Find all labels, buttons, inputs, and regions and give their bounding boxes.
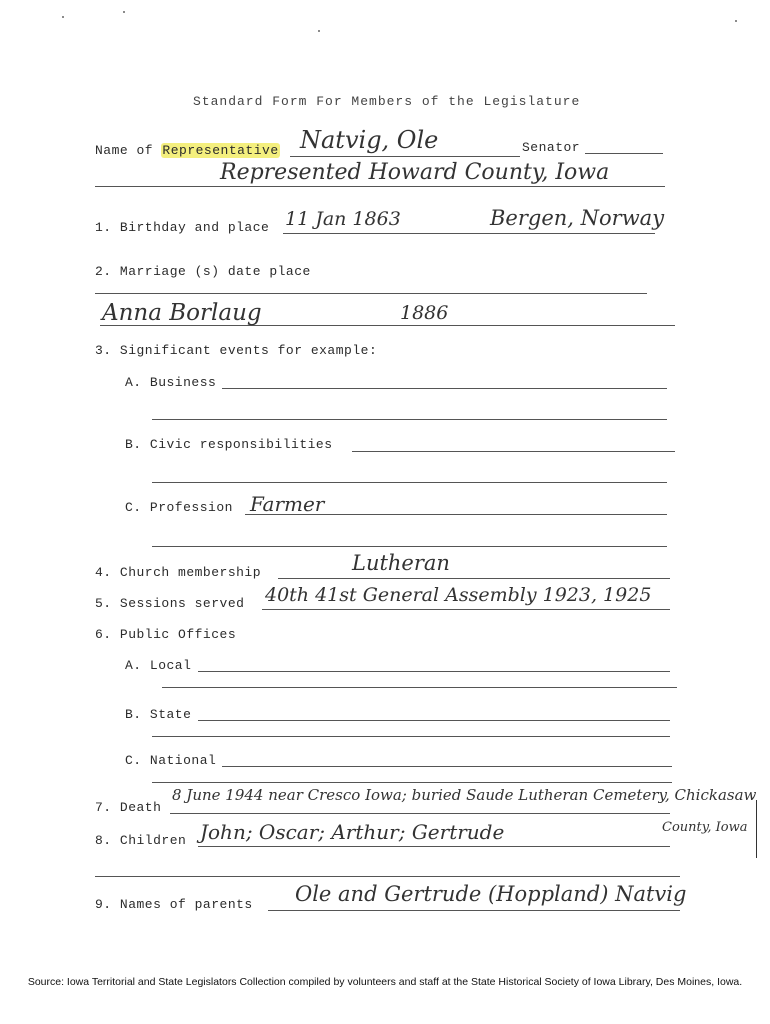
parents-label: 9. Names of parents bbox=[95, 897, 253, 912]
handwritten-death-continued: County, Iowa bbox=[662, 820, 748, 835]
business-line-1 bbox=[222, 388, 667, 389]
source-citation: Source: Iowa Territorial and State Legislators Collection compiled by volunteers and staff at the State Historical Society of Iowa Library, Des Moines, Iowa. bbox=[27, 976, 743, 988]
local-line-2 bbox=[162, 687, 677, 688]
parents-line bbox=[268, 910, 680, 911]
handwritten-profession: Farmer bbox=[250, 492, 325, 516]
handwritten-children: John; Oscar; Arthur; Gertrude bbox=[200, 820, 505, 844]
marriage-label: 2. Marriage (s) date place bbox=[95, 264, 311, 279]
birthday-label: 1. Birthday and place bbox=[95, 220, 270, 235]
national-line-2 bbox=[152, 782, 672, 783]
represented-line bbox=[95, 186, 665, 187]
handwritten-name: Natvig, Ole bbox=[300, 126, 439, 154]
state-label: B. State bbox=[125, 707, 192, 722]
national-label: C. National bbox=[125, 753, 217, 768]
handwritten-church: Lutheran bbox=[352, 551, 450, 575]
name-line bbox=[290, 156, 520, 157]
business-line-2 bbox=[152, 419, 667, 420]
civic-line-2 bbox=[152, 482, 667, 483]
children-line-1 bbox=[198, 846, 670, 847]
scan-speck bbox=[735, 20, 737, 22]
sessions-line bbox=[262, 609, 670, 610]
margin-bracket bbox=[756, 800, 757, 858]
handwritten-spouse: Anna Borlaug bbox=[102, 300, 262, 326]
church-label: 4. Church membership bbox=[95, 565, 262, 580]
scan-speck bbox=[62, 16, 64, 18]
scan-speck bbox=[318, 30, 320, 32]
state-line-1 bbox=[198, 720, 670, 721]
handwritten-death: 8 June 1944 near Cresco Iowa; buried Saude Lutheran Cemetery, Chickasaw bbox=[172, 786, 757, 804]
name-label-prefix: Name of bbox=[95, 143, 154, 158]
handwritten-birth-place: Bergen, Norway bbox=[490, 206, 665, 230]
profession-label: C. Profession bbox=[125, 500, 233, 515]
events-label: 3. Significant events for example: bbox=[95, 343, 378, 358]
handwritten-marriage-year: 1886 bbox=[400, 302, 449, 324]
local-label: A. Local bbox=[125, 658, 192, 673]
children-line-2 bbox=[95, 876, 680, 877]
senator-label: Senator bbox=[522, 140, 581, 155]
form-title: Standard Form For Members of the Legislature bbox=[193, 94, 581, 109]
business-label: A. Business bbox=[125, 375, 217, 390]
representative-highlight: Representative bbox=[162, 143, 279, 158]
death-line bbox=[170, 813, 670, 814]
senator-line bbox=[585, 153, 663, 154]
state-line-2 bbox=[152, 736, 670, 737]
public-offices-label: 6. Public Offices bbox=[95, 627, 237, 642]
birthday-line bbox=[283, 233, 655, 234]
church-line bbox=[278, 578, 670, 579]
handwritten-birth-date: 11 Jan 1863 bbox=[285, 208, 401, 230]
name-label bbox=[95, 143, 280, 158]
handwritten-represented: Represented Howard County, Iowa bbox=[220, 160, 610, 185]
children-label: 8. Children bbox=[95, 833, 187, 848]
sessions-label: 5. Sessions served bbox=[95, 596, 245, 611]
civic-line-1 bbox=[352, 451, 675, 452]
national-line-1 bbox=[222, 766, 672, 767]
handwritten-sessions: 40th 41st General Assembly 1923, 1925 bbox=[265, 584, 652, 606]
local-line-1 bbox=[198, 671, 670, 672]
death-label: 7. Death bbox=[95, 800, 162, 815]
scan-speck bbox=[123, 11, 125, 13]
profession-line-2 bbox=[152, 546, 667, 547]
civic-label: B. Civic responsibilities bbox=[125, 437, 333, 452]
handwritten-parents: Ole and Gertrude (Hoppland) Natvig bbox=[295, 882, 687, 906]
marriage-line-1 bbox=[95, 293, 647, 294]
